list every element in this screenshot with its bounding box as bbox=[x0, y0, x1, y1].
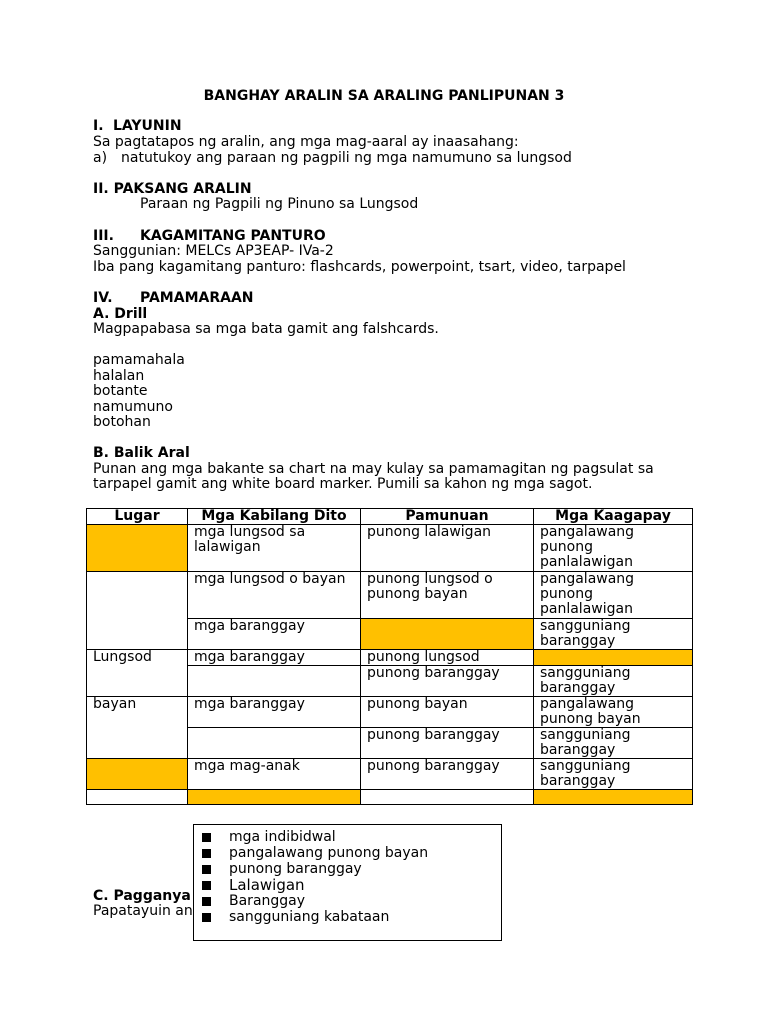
answer-choice: pangalawang punong bayan bbox=[202, 845, 501, 861]
section-3-heading: KAGAMITANG PANTURO bbox=[140, 228, 326, 244]
square-bullet-icon bbox=[202, 881, 211, 890]
drill-word: halalan bbox=[93, 368, 145, 384]
drill-word: namumuno bbox=[93, 399, 173, 415]
table-cell: punong baranggay bbox=[361, 666, 534, 697]
square-bullet-icon bbox=[202, 849, 211, 858]
square-bullet-icon bbox=[202, 833, 211, 842]
header-pamunuan: Pamunuan bbox=[361, 509, 534, 525]
blank-highlight-cell[interactable] bbox=[87, 759, 188, 790]
answer-choices-box bbox=[193, 824, 502, 941]
table-cell: bayan bbox=[87, 697, 188, 759]
review-chart-table bbox=[86, 508, 693, 805]
answer-choice: Baranggay bbox=[202, 893, 501, 909]
answer-choice: sangguniang kabataan bbox=[202, 909, 501, 925]
materials-line: Iba pang kagamitang panturo: flashcards, powerpoint, tsart, video, tarpapel bbox=[93, 259, 626, 275]
section-4-heading: PAMAMARAAN bbox=[140, 290, 254, 306]
drill-word: botante bbox=[93, 383, 148, 399]
table-cell: sangguniang baranggay bbox=[534, 619, 693, 650]
review-heading: B. Balik Aral bbox=[93, 445, 190, 461]
table-cell: punong bayan bbox=[361, 697, 534, 728]
section-3-number: III. bbox=[93, 228, 114, 244]
table-cell: Lungsod bbox=[87, 650, 188, 697]
blank-highlight-cell[interactable] bbox=[188, 790, 361, 805]
section-4-number: IV. bbox=[93, 290, 113, 306]
table-row bbox=[87, 697, 693, 728]
blank-highlight-cell[interactable] bbox=[87, 525, 188, 572]
table-cell: sangguniang baranggay bbox=[534, 666, 693, 697]
objective-marker: a) bbox=[93, 150, 108, 166]
table-cell: pangalawang punong panlalawigan bbox=[534, 525, 693, 572]
answer-choice: Lalawigan bbox=[202, 877, 501, 893]
table-cell bbox=[188, 666, 361, 697]
header-mga-kabilang-dito: Mga Kabilang Dito bbox=[188, 509, 361, 525]
table-cell: punong baranggay bbox=[361, 728, 534, 759]
objective-item: natutukoy ang paraan ng pagpili ng mga namumuno sa lungsod bbox=[121, 150, 572, 166]
table-cell bbox=[361, 790, 534, 805]
reference-line: Sanggunian: MELCs AP3EAP- IVa-2 bbox=[93, 243, 334, 259]
table-cell: punong baranggay bbox=[361, 759, 534, 790]
header-lugar: Lugar bbox=[87, 509, 188, 525]
review-instruction-1: Punan ang mga bakante sa chart na may kulay sa pamamagitan ng pagsulat sa bbox=[93, 461, 654, 477]
table-cell bbox=[87, 572, 188, 650]
table-cell: mga baranggay bbox=[188, 619, 361, 650]
square-bullet-icon bbox=[202, 865, 211, 874]
answer-choice: punong baranggay bbox=[202, 861, 501, 877]
table-cell: punong lungsod o punong bayan bbox=[361, 572, 534, 619]
review-instruction-2: tarpapel gamit ang white board marker. Pumili sa kahon ng mga sagot. bbox=[93, 476, 593, 492]
blank-highlight-cell[interactable] bbox=[534, 790, 693, 805]
answer-choice: mga indibidwal bbox=[202, 829, 501, 845]
table-cell: sangguniang baranggay bbox=[534, 728, 693, 759]
table-row bbox=[87, 790, 693, 805]
square-bullet-icon bbox=[202, 897, 211, 906]
table-row bbox=[87, 525, 693, 572]
motivation-text: Papatayuin an bbox=[93, 903, 193, 919]
table-cell: sangguniang baranggay bbox=[534, 759, 693, 790]
table-row bbox=[87, 572, 693, 619]
section-2-heading: II. PAKSANG ARALIN bbox=[93, 181, 252, 197]
motivation-heading: C. Pagganya bbox=[93, 888, 191, 904]
header-mga-kaagapay: Mga Kaagapay bbox=[534, 509, 693, 525]
square-bullet-icon bbox=[202, 913, 211, 922]
section-1-heading: LAYUNIN bbox=[113, 118, 182, 134]
lesson-topic: Paraan ng Pagpili ng Pinuno sa Lungsod bbox=[140, 196, 419, 212]
section-1-number: I. bbox=[93, 118, 104, 134]
table-cell: pangalawang punong bayan bbox=[534, 697, 693, 728]
drill-word: botohan bbox=[93, 414, 151, 430]
table-cell: punong lalawigan bbox=[361, 525, 534, 572]
blank-highlight-cell[interactable] bbox=[361, 619, 534, 650]
table-cell: pangalawang punong panlalawigan bbox=[534, 572, 693, 619]
table-cell: mga mag-anak bbox=[188, 759, 361, 790]
table-row bbox=[87, 759, 693, 790]
table-cell bbox=[87, 790, 188, 805]
drill-heading: A. Drill bbox=[93, 306, 148, 322]
table-row bbox=[87, 650, 693, 666]
objectives-intro: Sa pagtatapos ng aralin, ang mga mag-aaral ay inaasahang: bbox=[93, 134, 519, 150]
table-cell: punong lungsod bbox=[361, 650, 534, 666]
document-title: BANGHAY ARALIN SA ARALING PANLIPUNAN 3 bbox=[203, 88, 565, 104]
table-cell: mga baranggay bbox=[188, 697, 361, 728]
table-cell bbox=[188, 728, 361, 759]
table-cell: mga baranggay bbox=[188, 650, 361, 666]
drill-word: pamamahala bbox=[93, 352, 185, 368]
blank-highlight-cell[interactable] bbox=[534, 650, 693, 666]
table-header-row bbox=[87, 509, 693, 525]
table-cell: mga lungsod o bayan bbox=[188, 572, 361, 619]
drill-instruction: Magpapabasa sa mga bata gamit ang falshcards. bbox=[93, 321, 439, 337]
table-cell: mga lungsod sa lalawigan bbox=[188, 525, 361, 572]
